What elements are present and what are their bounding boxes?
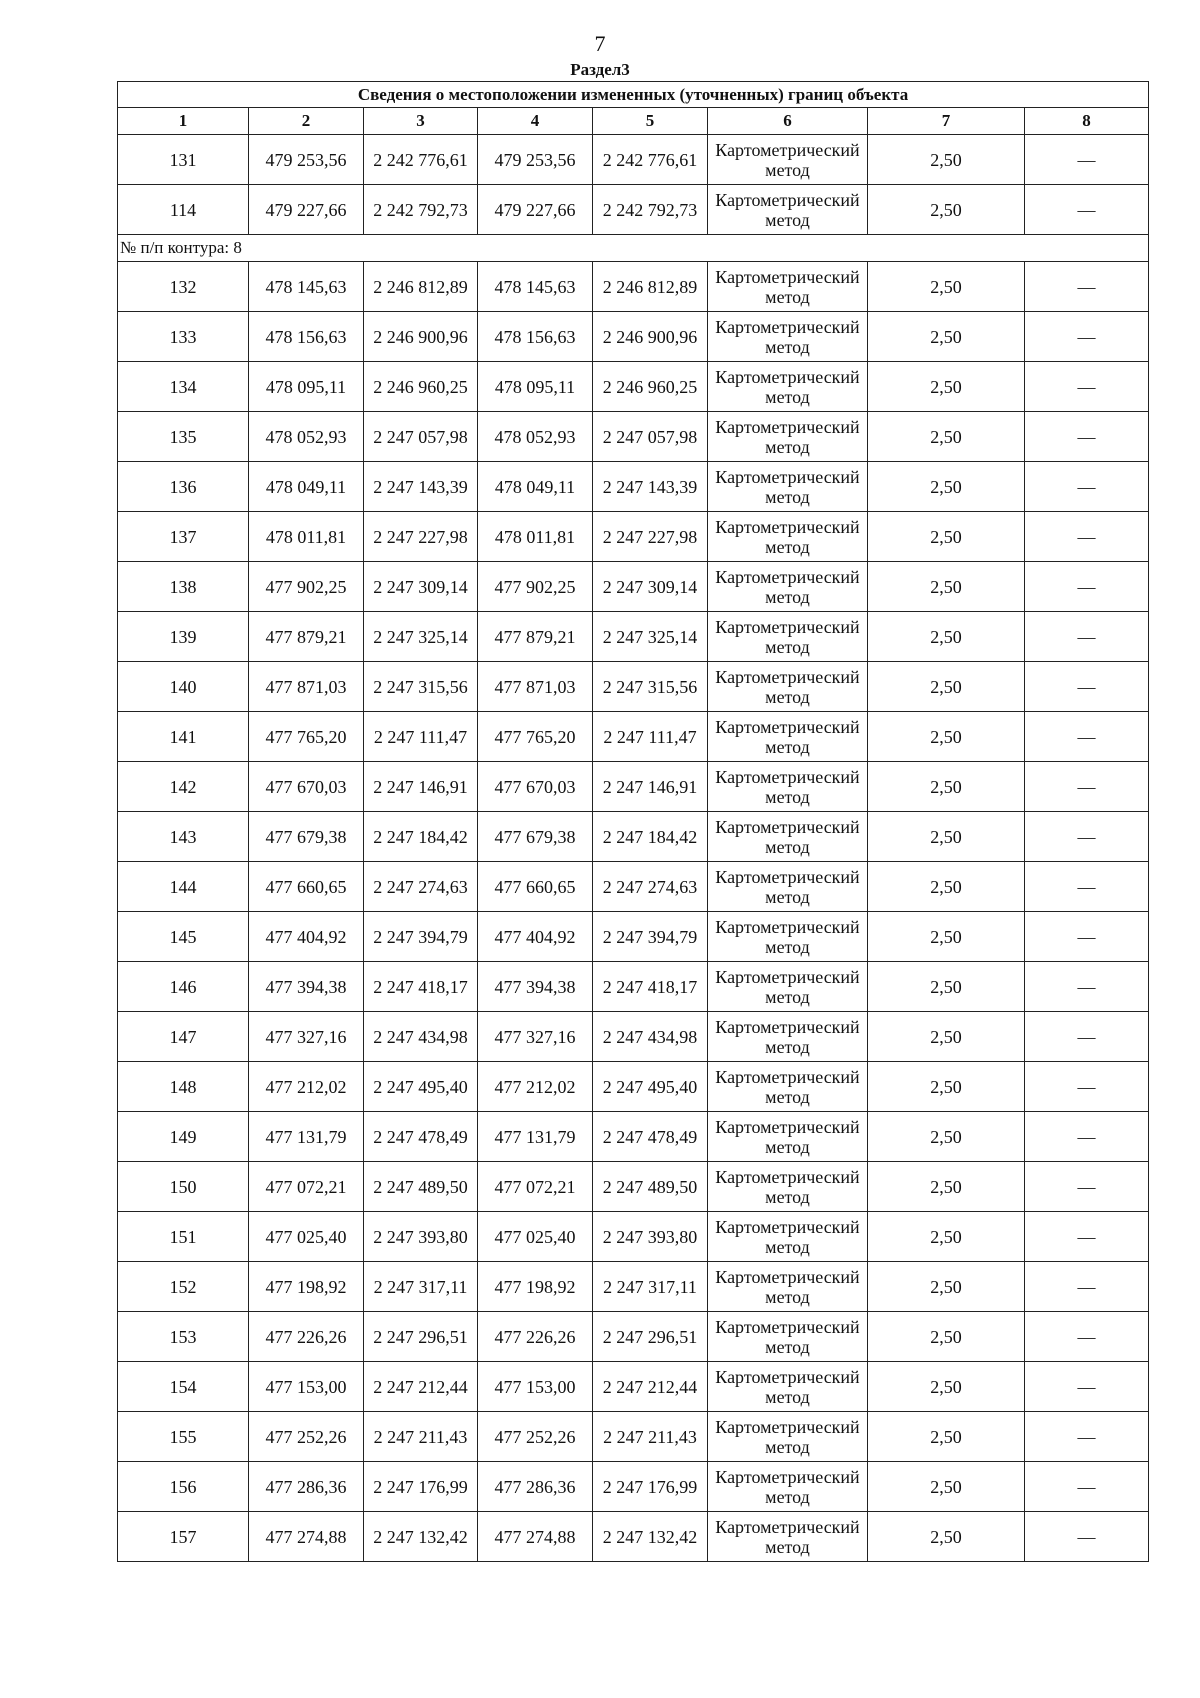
x-new-cell: 477 274,88 — [478, 1512, 593, 1562]
table-row — [118, 562, 1149, 612]
table-row — [118, 1112, 1149, 1162]
x-old-cell: 477 153,00 — [249, 1362, 364, 1412]
description-cell: — — [1025, 1512, 1149, 1562]
point-number-cell: 140 — [118, 662, 249, 712]
y-new-cell: 2 247 489,50 — [593, 1162, 708, 1212]
point-number-cell: 155 — [118, 1412, 249, 1462]
point-number-cell: 131 — [118, 135, 249, 185]
accuracy-cell: 2,50 — [868, 562, 1025, 612]
method-cell: Картометрический метод — [708, 862, 868, 912]
x-new-cell: 478 052,93 — [478, 412, 593, 462]
y-old-cell: 2 246 960,25 — [364, 362, 478, 412]
y-old-cell: 2 247 057,98 — [364, 412, 478, 462]
x-new-cell: 477 198,92 — [478, 1262, 593, 1312]
point-number-cell: 148 — [118, 1062, 249, 1112]
method-cell: Картометрический метод — [708, 562, 868, 612]
y-old-cell: 2 247 317,11 — [364, 1262, 478, 1312]
x-old-cell: 477 871,03 — [249, 662, 364, 712]
accuracy-cell: 2,50 — [868, 262, 1025, 312]
point-number-cell: 137 — [118, 512, 249, 562]
description-cell: — — [1025, 185, 1149, 235]
y-old-cell: 2 247 489,50 — [364, 1162, 478, 1212]
x-old-cell: 477 879,21 — [249, 612, 364, 662]
x-new-cell: 478 095,11 — [478, 362, 593, 412]
x-old-cell: 478 145,63 — [249, 262, 364, 312]
x-old-cell: 479 227,66 — [249, 185, 364, 235]
accuracy-cell: 2,50 — [868, 1362, 1025, 1412]
coordinates-table — [117, 81, 1149, 1562]
method-cell: Картометрический метод — [708, 612, 868, 662]
x-old-cell: 477 765,20 — [249, 712, 364, 762]
method-cell: Картометрический метод — [708, 1162, 868, 1212]
method-cell: Картометрический метод — [708, 1012, 868, 1062]
table-row — [118, 185, 1149, 235]
contour-section — [118, 235, 1149, 262]
x-new-cell: 477 660,65 — [478, 862, 593, 912]
point-number-cell: 144 — [118, 862, 249, 912]
description-cell: — — [1025, 912, 1149, 962]
table-row — [118, 1012, 1149, 1062]
y-new-cell: 2 247 478,49 — [593, 1112, 708, 1162]
y-new-cell: 2 247 418,17 — [593, 962, 708, 1012]
method-cell: Картометрический метод — [708, 712, 868, 762]
y-old-cell: 2 242 792,73 — [364, 185, 478, 235]
x-new-cell: 477 871,03 — [478, 662, 593, 712]
table-row — [118, 1212, 1149, 1262]
x-new-cell: 477 072,21 — [478, 1162, 593, 1212]
x-old-cell: 478 052,93 — [249, 412, 364, 462]
x-old-cell: 477 131,79 — [249, 1112, 364, 1162]
y-new-cell: 2 242 792,73 — [593, 185, 708, 235]
accuracy-cell: 2,50 — [868, 612, 1025, 662]
description-cell: — — [1025, 412, 1149, 462]
accuracy-cell: 2,50 — [868, 512, 1025, 562]
description-cell: — — [1025, 1262, 1149, 1312]
method-cell: Картометрический метод — [708, 962, 868, 1012]
method-cell: Картометрический метод — [708, 1262, 868, 1312]
y-new-cell: 2 247 325,14 — [593, 612, 708, 662]
column-header: 8 — [1025, 108, 1149, 135]
description-cell: — — [1025, 462, 1149, 512]
y-new-cell: 2 247 296,51 — [593, 1312, 708, 1362]
point-number-cell: 156 — [118, 1462, 249, 1512]
x-new-cell: 477 131,79 — [478, 1112, 593, 1162]
point-number-cell: 145 — [118, 912, 249, 962]
y-new-cell: 2 247 394,79 — [593, 912, 708, 962]
point-number-cell: 135 — [118, 412, 249, 462]
table-row — [118, 1462, 1149, 1512]
x-old-cell: 477 679,38 — [249, 812, 364, 862]
description-cell: — — [1025, 562, 1149, 612]
y-new-cell: 2 247 132,42 — [593, 1512, 708, 1562]
y-old-cell: 2 247 309,14 — [364, 562, 478, 612]
method-cell: Картометрический метод — [708, 912, 868, 962]
y-old-cell: 2 247 146,91 — [364, 762, 478, 812]
y-old-cell: 2 246 812,89 — [364, 262, 478, 312]
accuracy-cell: 2,50 — [868, 1312, 1025, 1362]
point-number-cell: 136 — [118, 462, 249, 512]
point-number-cell: 143 — [118, 812, 249, 862]
table-row — [118, 1162, 1149, 1212]
accuracy-cell: 2,50 — [868, 862, 1025, 912]
table-row — [118, 412, 1149, 462]
x-old-cell: 479 253,56 — [249, 135, 364, 185]
x-new-cell: 479 227,66 — [478, 185, 593, 235]
method-cell: Картометрический метод — [708, 185, 868, 235]
y-old-cell: 2 247 212,44 — [364, 1362, 478, 1412]
y-old-cell: 2 247 211,43 — [364, 1412, 478, 1462]
description-cell: — — [1025, 1012, 1149, 1062]
y-old-cell: 2 247 143,39 — [364, 462, 478, 512]
method-cell: Картометрический метод — [708, 412, 868, 462]
accuracy-cell: 2,50 — [868, 1112, 1025, 1162]
point-number-cell: 132 — [118, 262, 249, 312]
method-cell: Картометрический метод — [708, 662, 868, 712]
y-old-cell: 2 247 227,98 — [364, 512, 478, 562]
table-row — [118, 712, 1149, 762]
y-new-cell: 2 247 212,44 — [593, 1362, 708, 1412]
point-number-cell: 153 — [118, 1312, 249, 1362]
method-cell: Картометрический метод — [708, 512, 868, 562]
description-cell: — — [1025, 612, 1149, 662]
method-cell: Картометрический метод — [708, 762, 868, 812]
y-old-cell: 2 242 776,61 — [364, 135, 478, 185]
description-cell: — — [1025, 1412, 1149, 1462]
point-number-cell: 138 — [118, 562, 249, 612]
table-row — [118, 1362, 1149, 1412]
y-new-cell: 2 247 309,14 — [593, 562, 708, 612]
y-new-cell: 2 247 227,98 — [593, 512, 708, 562]
y-new-cell: 2 247 184,42 — [593, 812, 708, 862]
description-cell: — — [1025, 1112, 1149, 1162]
table-row — [118, 1412, 1149, 1462]
contour-label: № п/п контура: 8 — [118, 235, 1149, 262]
x-new-cell: 477 679,38 — [478, 812, 593, 862]
x-old-cell: 477 212,02 — [249, 1062, 364, 1112]
description-cell: — — [1025, 312, 1149, 362]
method-cell: Картометрический метод — [708, 312, 868, 362]
x-new-cell: 477 670,03 — [478, 762, 593, 812]
point-number-cell: 152 — [118, 1262, 249, 1312]
table-row — [118, 1512, 1149, 1562]
table-row — [118, 462, 1149, 512]
y-old-cell: 2 247 274,63 — [364, 862, 478, 912]
table-row — [118, 1262, 1149, 1312]
accuracy-cell: 2,50 — [868, 462, 1025, 512]
y-new-cell: 2 247 146,91 — [593, 762, 708, 812]
method-cell: Картометрический метод — [708, 1212, 868, 1262]
x-new-cell: 477 394,38 — [478, 962, 593, 1012]
method-cell: Картометрический метод — [708, 262, 868, 312]
description-cell: — — [1025, 362, 1149, 412]
description-cell: — — [1025, 962, 1149, 1012]
x-old-cell: 477 394,38 — [249, 962, 364, 1012]
y-old-cell: 2 247 394,79 — [364, 912, 478, 962]
y-new-cell: 2 247 057,98 — [593, 412, 708, 462]
description-cell: — — [1025, 712, 1149, 762]
x-old-cell: 478 049,11 — [249, 462, 364, 512]
y-new-cell: 2 246 900,96 — [593, 312, 708, 362]
table-row — [118, 1312, 1149, 1362]
accuracy-cell: 2,50 — [868, 1462, 1025, 1512]
x-new-cell: 477 902,25 — [478, 562, 593, 612]
y-old-cell: 2 247 478,49 — [364, 1112, 478, 1162]
description-cell: — — [1025, 262, 1149, 312]
x-new-cell: 477 025,40 — [478, 1212, 593, 1262]
accuracy-cell: 2,50 — [868, 1212, 1025, 1262]
y-old-cell: 2 247 495,40 — [364, 1062, 478, 1112]
method-cell: Картометрический метод — [708, 1412, 868, 1462]
description-cell: — — [1025, 135, 1149, 185]
page-number: 7 — [594, 31, 606, 56]
method-cell: Картометрический метод — [708, 362, 868, 412]
y-old-cell: 2 247 434,98 — [364, 1012, 478, 1062]
description-cell: — — [1025, 1462, 1149, 1512]
x-old-cell: 477 404,92 — [249, 912, 364, 962]
method-cell: Картометрический метод — [708, 812, 868, 862]
column-header: 7 — [868, 108, 1025, 135]
x-old-cell: 477 670,03 — [249, 762, 364, 812]
x-old-cell: 478 011,81 — [249, 512, 364, 562]
point-number-cell: 151 — [118, 1212, 249, 1262]
x-new-cell: 477 765,20 — [478, 712, 593, 762]
y-old-cell: 2 247 184,42 — [364, 812, 478, 862]
y-new-cell: 2 247 317,11 — [593, 1262, 708, 1312]
y-old-cell: 2 247 315,56 — [364, 662, 478, 712]
x-old-cell: 477 286,36 — [249, 1462, 364, 1512]
accuracy-cell: 2,50 — [868, 312, 1025, 362]
y-old-cell: 2 247 418,17 — [364, 962, 478, 1012]
accuracy-cell: 2,50 — [868, 185, 1025, 235]
x-old-cell: 478 095,11 — [249, 362, 364, 412]
x-new-cell: 477 212,02 — [478, 1062, 593, 1112]
point-number-cell: 147 — [118, 1012, 249, 1062]
table-row — [118, 762, 1149, 812]
accuracy-cell: 2,50 — [868, 962, 1025, 1012]
point-number-cell: 114 — [118, 185, 249, 235]
column-header: 5 — [593, 108, 708, 135]
table-row — [118, 612, 1149, 662]
accuracy-cell: 2,50 — [868, 362, 1025, 412]
y-new-cell: 2 247 176,99 — [593, 1462, 708, 1512]
y-new-cell: 2 247 211,43 — [593, 1412, 708, 1462]
y-new-cell: 2 242 776,61 — [593, 135, 708, 185]
accuracy-cell: 2,50 — [868, 712, 1025, 762]
accuracy-cell: 2,50 — [868, 1062, 1025, 1112]
x-new-cell: 477 153,00 — [478, 1362, 593, 1412]
rows-before-contour — [118, 135, 1149, 235]
accuracy-cell: 2,50 — [868, 1012, 1025, 1062]
point-number-cell: 141 — [118, 712, 249, 762]
x-new-cell: 477 252,26 — [478, 1412, 593, 1462]
accuracy-cell: 2,50 — [868, 912, 1025, 962]
x-old-cell: 478 156,63 — [249, 312, 364, 362]
x-old-cell: 477 660,65 — [249, 862, 364, 912]
table-caption: Сведения о местоположении измененных (уточненных) границ объекта — [118, 82, 1149, 108]
column-header: 6 — [708, 108, 868, 135]
column-header: 2 — [249, 108, 364, 135]
method-cell: Картометрический метод — [708, 1512, 868, 1562]
x-new-cell: 477 404,92 — [478, 912, 593, 962]
x-new-cell: 478 049,11 — [478, 462, 593, 512]
x-new-cell: 477 327,16 — [478, 1012, 593, 1062]
point-number-cell: 157 — [118, 1512, 249, 1562]
point-number-cell: 154 — [118, 1362, 249, 1412]
method-cell: Картометрический метод — [708, 135, 868, 185]
y-old-cell: 2 247 176,99 — [364, 1462, 478, 1512]
description-cell: — — [1025, 1212, 1149, 1262]
column-header: 4 — [478, 108, 593, 135]
y-new-cell: 2 247 143,39 — [593, 462, 708, 512]
x-old-cell: 477 198,92 — [249, 1262, 364, 1312]
x-old-cell: 477 072,21 — [249, 1162, 364, 1212]
description-cell: — — [1025, 1062, 1149, 1112]
table-row — [118, 862, 1149, 912]
accuracy-cell: 2,50 — [868, 135, 1025, 185]
y-new-cell: 2 247 274,63 — [593, 862, 708, 912]
point-number-cell: 142 — [118, 762, 249, 812]
table-row — [118, 812, 1149, 862]
description-cell: — — [1025, 862, 1149, 912]
y-old-cell: 2 246 900,96 — [364, 312, 478, 362]
method-cell: Картометрический метод — [708, 1112, 868, 1162]
x-old-cell: 477 274,88 — [249, 1512, 364, 1562]
method-cell: Картометрический метод — [708, 1362, 868, 1412]
description-cell: — — [1025, 662, 1149, 712]
x-new-cell: 477 226,26 — [478, 1312, 593, 1362]
method-cell: Картометрический метод — [708, 462, 868, 512]
x-new-cell: 477 879,21 — [478, 612, 593, 662]
x-old-cell: 477 327,16 — [249, 1012, 364, 1062]
table-row — [118, 912, 1149, 962]
point-number-cell: 133 — [118, 312, 249, 362]
table-row — [118, 962, 1149, 1012]
y-new-cell: 2 247 495,40 — [593, 1062, 708, 1112]
accuracy-cell: 2,50 — [868, 1512, 1025, 1562]
y-old-cell: 2 247 393,80 — [364, 1212, 478, 1262]
column-number-row — [118, 108, 1149, 135]
y-new-cell: 2 247 315,56 — [593, 662, 708, 712]
description-cell: — — [1025, 812, 1149, 862]
point-number-cell: 149 — [118, 1112, 249, 1162]
description-cell: — — [1025, 1162, 1149, 1212]
description-cell: — — [1025, 762, 1149, 812]
point-number-cell: 134 — [118, 362, 249, 412]
table-row — [118, 512, 1149, 562]
section-title: Раздел3 — [570, 60, 630, 79]
description-cell: — — [1025, 1362, 1149, 1412]
point-number-cell: 146 — [118, 962, 249, 1012]
x-new-cell: 479 253,56 — [478, 135, 593, 185]
table-row — [118, 262, 1149, 312]
table-row — [118, 1062, 1149, 1112]
table-row — [118, 312, 1149, 362]
y-new-cell: 2 247 393,80 — [593, 1212, 708, 1262]
y-new-cell: 2 247 434,98 — [593, 1012, 708, 1062]
description-cell: — — [1025, 512, 1149, 562]
table-row — [118, 662, 1149, 712]
x-old-cell: 477 252,26 — [249, 1412, 364, 1462]
table-row — [118, 135, 1149, 185]
y-old-cell: 2 247 296,51 — [364, 1312, 478, 1362]
x-old-cell: 477 226,26 — [249, 1312, 364, 1362]
y-old-cell: 2 247 325,14 — [364, 612, 478, 662]
x-old-cell: 477 025,40 — [249, 1212, 364, 1262]
x-old-cell: 477 902,25 — [249, 562, 364, 612]
x-new-cell: 477 286,36 — [478, 1462, 593, 1512]
x-new-cell: 478 156,63 — [478, 312, 593, 362]
accuracy-cell: 2,50 — [868, 762, 1025, 812]
y-new-cell: 2 247 111,47 — [593, 712, 708, 762]
description-cell: — — [1025, 1312, 1149, 1362]
accuracy-cell: 2,50 — [868, 1412, 1025, 1462]
method-cell: Картометрический метод — [708, 1312, 868, 1362]
accuracy-cell: 2,50 — [868, 1262, 1025, 1312]
accuracy-cell: 2,50 — [868, 662, 1025, 712]
accuracy-cell: 2,50 — [868, 812, 1025, 862]
rows-contour-8 — [118, 262, 1149, 1562]
accuracy-cell: 2,50 — [868, 412, 1025, 462]
table-row — [118, 362, 1149, 412]
x-new-cell: 478 011,81 — [478, 512, 593, 562]
point-number-cell: 150 — [118, 1162, 249, 1212]
y-old-cell: 2 247 111,47 — [364, 712, 478, 762]
method-cell: Картометрический метод — [708, 1062, 868, 1112]
y-old-cell: 2 247 132,42 — [364, 1512, 478, 1562]
column-header: 1 — [118, 108, 249, 135]
y-new-cell: 2 246 960,25 — [593, 362, 708, 412]
column-header: 3 — [364, 108, 478, 135]
point-number-cell: 139 — [118, 612, 249, 662]
accuracy-cell: 2,50 — [868, 1162, 1025, 1212]
y-new-cell: 2 246 812,89 — [593, 262, 708, 312]
x-new-cell: 478 145,63 — [478, 262, 593, 312]
method-cell: Картометрический метод — [708, 1462, 868, 1512]
